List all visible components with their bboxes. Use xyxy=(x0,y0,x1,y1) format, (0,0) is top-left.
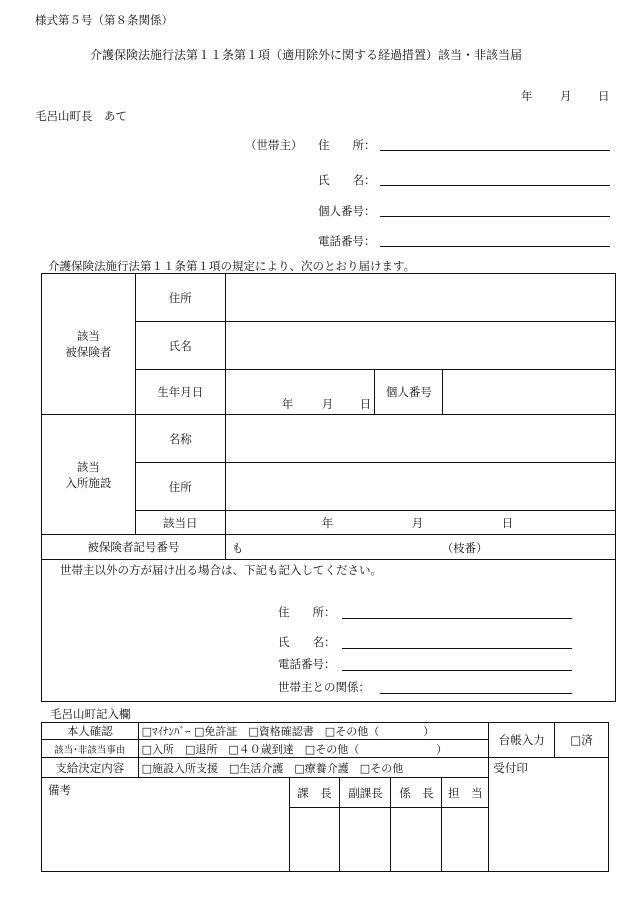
proxy-phone-field[interactable] xyxy=(342,670,572,671)
insured-birthdate-label: 生年月日 xyxy=(135,370,225,415)
proxy-phone-label: 電話番号： xyxy=(278,657,336,671)
applicant-mynumber-label: 個人番号： xyxy=(318,204,376,218)
remarks-field[interactable]: 備考 xyxy=(42,778,290,872)
date-day: 日 xyxy=(598,89,610,103)
facility-address-label: 住所 xyxy=(135,463,225,511)
insured-name-field[interactable] xyxy=(225,322,615,370)
applicant-address-label: 住 所： xyxy=(318,138,376,152)
insured-mynumber-label: 個人番号 xyxy=(375,370,443,415)
insured-address-label: 住所 xyxy=(135,274,225,322)
stamp-deputy[interactable] xyxy=(340,808,391,872)
applicant-phone-label: 電話番号： xyxy=(318,234,376,248)
decision-label: 支給決定内容 xyxy=(42,758,139,778)
ledger-label: 台帳入力 xyxy=(489,723,555,758)
stamp-chief[interactable] xyxy=(289,808,340,872)
proxy-address-field[interactable] xyxy=(342,618,572,619)
applicant-phone-field[interactable] xyxy=(380,246,610,247)
reception-stamp: 受付印 xyxy=(489,758,609,872)
date-year: 年 xyxy=(521,89,533,103)
proxy-name-label: 氏 名： xyxy=(278,635,336,649)
facility-header: 該当 入所施設 xyxy=(42,415,136,535)
approver-deputy: 副課長 xyxy=(340,778,391,808)
insured-number-label: 被保険者記号番号 xyxy=(42,535,226,560)
office-table xyxy=(41,722,609,872)
insured-name-label: 氏名 xyxy=(135,322,225,370)
decision-options[interactable]: □施設入所支援 □生活介護 □療養介護 □その他 xyxy=(138,758,489,778)
applicant-role: （世帯主） xyxy=(245,138,303,152)
office-title: 毛呂山町記入欄 xyxy=(50,707,131,721)
insured-header: 該当 被保険者 xyxy=(42,274,136,415)
intro-text: 介護保険法施行法第１１条第１項の規定により、次のとおり届けます。 xyxy=(48,259,416,273)
insured-birthdate-field[interactable]: 年 月 日 xyxy=(225,370,375,415)
facility-name-field[interactable] xyxy=(225,415,615,463)
identity-options[interactable]: □ﾏｲﾅﾝﾊﾞｰ □免許証 □資格確認書 □その他（ ） xyxy=(138,723,489,740)
proxy-section xyxy=(42,560,616,702)
approver-subchief: 係 長 xyxy=(391,778,442,808)
addressee: 毛呂山町長 あて xyxy=(35,109,127,123)
insured-mynumber-field[interactable] xyxy=(443,370,616,415)
insured-address-field[interactable] xyxy=(225,274,615,322)
stamp-staff[interactable] xyxy=(442,808,489,872)
identity-label: 本人確認 xyxy=(42,723,139,740)
approver-chief: 課 長 xyxy=(289,778,340,808)
proxy-relation-field[interactable] xyxy=(380,693,572,694)
ledger-done-checkbox[interactable]: □済 xyxy=(555,723,609,758)
facility-name-label: 名称 xyxy=(135,415,225,463)
facility-date-field[interactable]: 年 月 日 xyxy=(225,511,615,535)
approver-staff: 担 当 xyxy=(442,778,489,808)
facility-address-field[interactable] xyxy=(225,463,615,511)
proxy-note: 世帯主以外の方が届け出る場合は、下記も記入してください。 xyxy=(60,563,382,577)
applicant-name-label: 氏 名： xyxy=(318,173,376,187)
reason-options[interactable]: □入所 □退所 □４０歳到達 □その他（ ） xyxy=(138,740,489,758)
proxy-address-label: 住 所： xyxy=(278,605,336,619)
applicant-name-field[interactable] xyxy=(380,185,610,186)
main-table xyxy=(41,273,616,702)
stamp-subchief[interactable] xyxy=(391,808,442,872)
applicant-address-field[interactable] xyxy=(380,150,610,151)
facility-date-label: 該当日 xyxy=(135,511,225,535)
reason-label: 該当･非該当事由 xyxy=(42,740,139,758)
form-title: 介護保険法施行法第１１条第１項（適用除外に関する経過措置）該当・非該当届 xyxy=(90,48,523,62)
proxy-name-field[interactable] xyxy=(342,648,572,649)
date-month: 月 xyxy=(560,89,572,103)
insured-number-field[interactable]: も （枝番） xyxy=(225,535,615,560)
applicant-mynumber-field[interactable] xyxy=(380,216,610,217)
proxy-relation-label: 世帯主との関係： xyxy=(278,680,370,694)
form-id: 様式第５号（第８条関係） xyxy=(35,13,173,27)
